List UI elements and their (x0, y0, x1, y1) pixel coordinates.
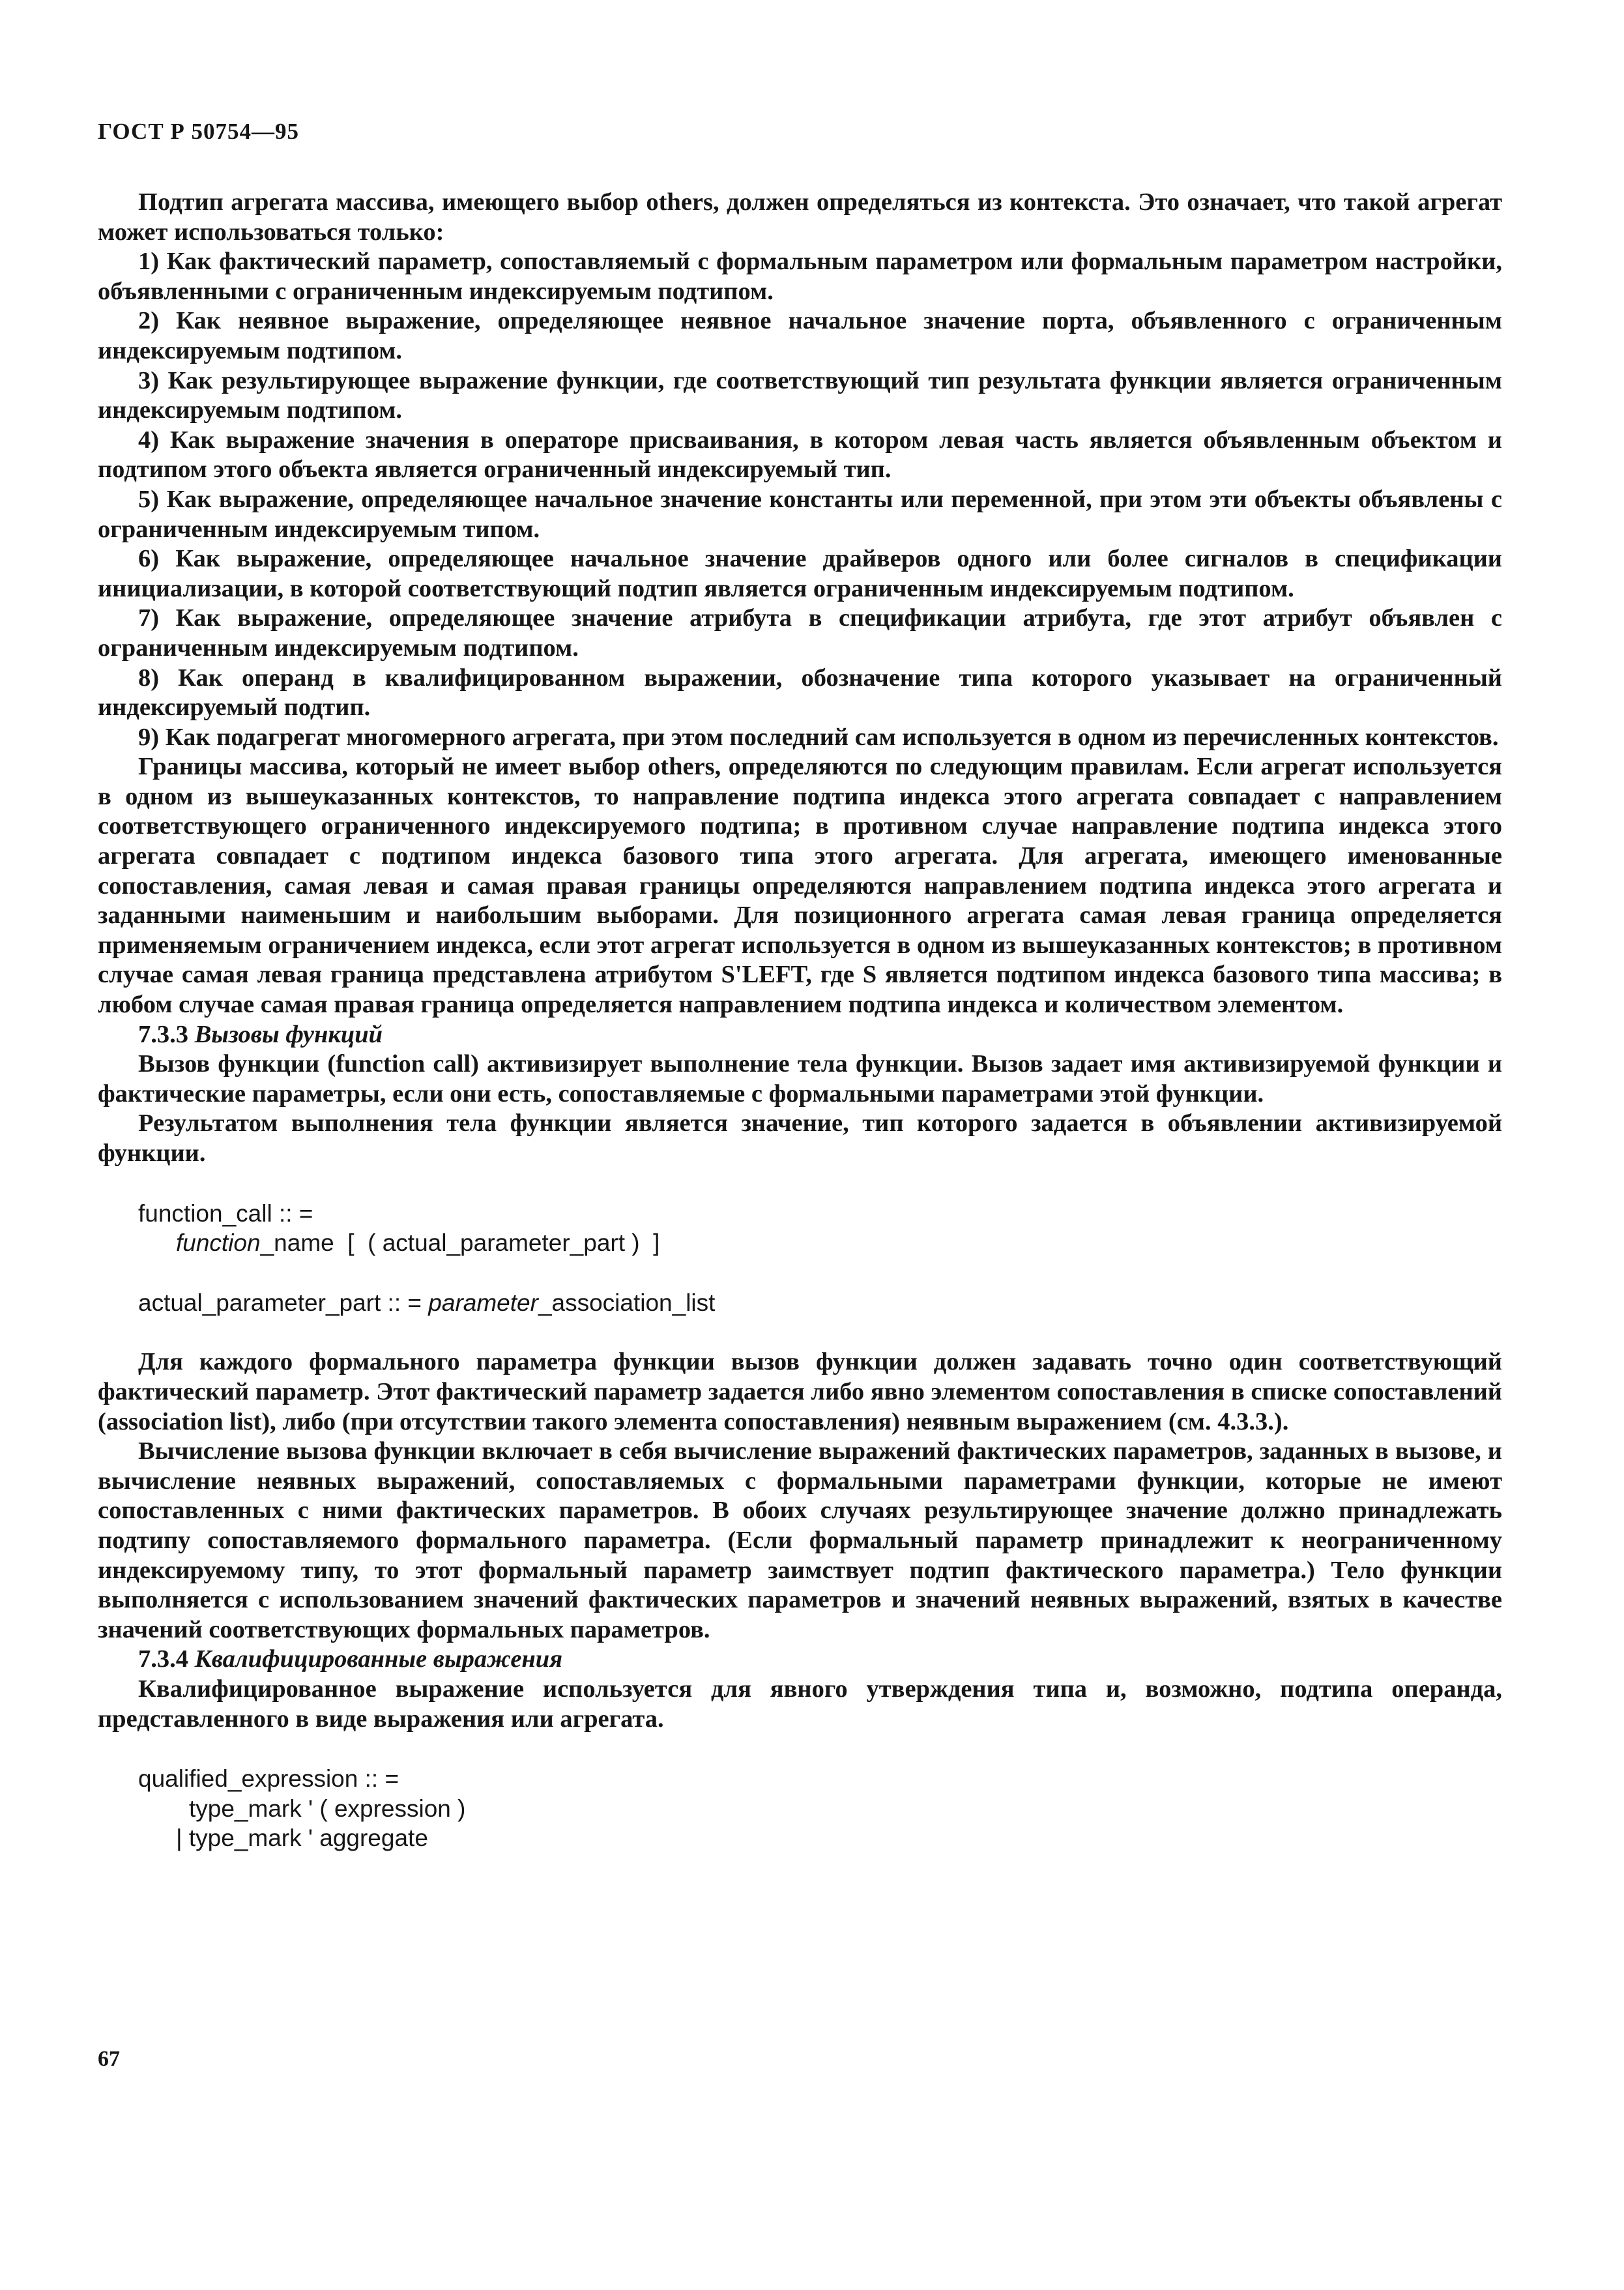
code-line: | type_mark ' aggregate (176, 1825, 428, 1852)
list-item-1: 1) Как фактический параметр, сопоставляемый с формальным параметром или формальным параметром настройки, объявленными с ограниченным индексируемым подтипом. (98, 248, 1502, 305)
code-line: qualified_expression :: = (138, 1765, 399, 1793)
list-item-6: 6) Как выражение, определяющее начальное значение драйверов одного или более сигналов в спецификации инициализации, в которой соответствующий подтип является ограниченным индексируемым подтипом. (98, 545, 1502, 602)
paragraph: Квалифицированное выражение используется для явного утверждения типа и, возможно, подтипа операнда, представленного в виде выражения или агрегата. (98, 1675, 1502, 1733)
list-item-4: 4) Как выражение значения в операторе присваивания, в котором левая часть является объявленным объектом и подтипом этого объекта является ограниченный индексируемый тип. (98, 426, 1502, 484)
spacer (98, 1317, 1502, 1347)
section-number: 7.3.4 (138, 1645, 188, 1673)
page-body (98, 188, 1502, 1853)
list-item-2: 2) Как неявное выражение, определяющее неявное начальное значение порта, объявленного с ограниченным индексируемым подтипом. (98, 307, 1502, 364)
code-text: _association_list (538, 1289, 716, 1316)
list-item-5: 5) Как выражение, определяющее начальное значение константы или переменной, при этом эти объекты объявлены с ограниченным индексируемым типом. (98, 485, 1502, 543)
section-title: Вызовы функций (194, 1020, 383, 1048)
paragraph: Для каждого формального параметра функции вызов функции должен задавать точно один соответствующий фактический параметр. Этот фактический параметр задается либо явно элементом сопоставления в списке сопоставлений (association list), либо (при отсутствии такого элемента сопоставления) неявным выражением (см. 4.3.3.). (98, 1348, 1502, 1435)
paragraph: Вычисление вызова функции включает в себя вычисление выражений фактических параметров, заданных в вызове, и вычисление неявных выражений, сопоставляемых с формальными параметрами функции, которые не имеют сопоставленных с ними фактических параметров. В обоих случаях результирующее значение должно принадлежать подтипу сопоставляемого формального параметра. (Если формальный параметр принадлежит к неограниченному индексируемому типу, то этот формальный параметр заимствует подтип фактического параметра.) Тело функции выполняется с использованием значений фактических параметров и значений неявных выражений, взятых в качестве значений соответствующих формальных параметров. (98, 1437, 1502, 1643)
section-title: Квалифицированные выражения (194, 1645, 563, 1673)
list-item-8: 8) Как операнд в квалифицированном выражении, обозначение типа которого указывает на ограниченный индексируемый подтип. (98, 664, 1502, 722)
code-italic-prefix: parameter (428, 1289, 538, 1316)
paragraph: Результатом выполнения тела функции является значение, тип которого задается в объявлении активизируемой функции. (98, 1109, 1502, 1167)
code-line: type_mark ' ( expression ) (189, 1795, 466, 1822)
code-text: _name [ ( actual_parameter_part ) ] (260, 1229, 660, 1257)
spacer (98, 1169, 1502, 1199)
code-text: actual_parameter_part :: = (138, 1289, 429, 1316)
page-number: 67 (98, 2047, 120, 2071)
document-header: ГОСТ Р 50754—95 (98, 119, 300, 144)
section-number: 7.3.3 (138, 1020, 188, 1048)
list-item-3: 3) Как результирующее выражение функции, где соответствующий тип результата функции является ограниченным индексируемым подтипом. (98, 366, 1502, 424)
paragraph: Подтип агрегата массива, имеющего выбор others, должен определяться из контекста. Это означает, что такой агрегат может использоваться только: (98, 188, 1502, 246)
list-item-9: 9) Как подагрегат многомерного агрегата, при этом последний сам используется в одном из перечисленных контекстов. (138, 723, 1499, 751)
code-line (98, 1288, 1502, 1318)
list-item-7: 7) Как выражение, определяющее значение атрибута в спецификации атрибута, где этот атрибут объявлен с ограниченным индексируемым подтипом. (98, 604, 1502, 662)
spacer (98, 1258, 1502, 1288)
code-italic-prefix: function (176, 1229, 261, 1257)
paragraph: Вызов функции (function call) активизирует выполнение тела функции. Вызов задает имя активизируемой функции и фактические параметры, если они есть, сопоставляемые с формальными параметрами этой функции. (98, 1050, 1502, 1108)
section-heading-7-3-4 (98, 1645, 1502, 1675)
code-line (98, 1228, 1502, 1258)
spacer (98, 1734, 1502, 1764)
code-line: function_call :: = (138, 1199, 313, 1227)
paragraph: Границы массива, который не имеет выбор others, определяются по следующим правилам. Если агрегат используется в одном из вышеуказанных контекстов, то направление подтипа индекса этого агрегата совпадает с направлением соответствующего ограниченного индексируемого подтипа; в противном случае направление подтипа индекса этого агрегата совпадает с подтипом индекса базового типа этого агрегата. Для агрегата, имеющего именованные сопоставления, самая левая и самая правая границы определяются направлением подтипа индекса этого агрегата и заданными наименьшим и наибольшим выборами. Для позиционного агрегата самая левая граница определяется применяемым ограничением индекса, если этот агрегат используется в одном из вышеуказанных контекстов; в противном случае самая левая граница представлена атрибутом S'LEFT, где S является подтипом индекса базового типа массива; в любом случае самая правая граница определяется направлением подтипа индекса и количеством элементом. (98, 753, 1502, 1019)
section-heading-7-3-3 (98, 1020, 1502, 1050)
